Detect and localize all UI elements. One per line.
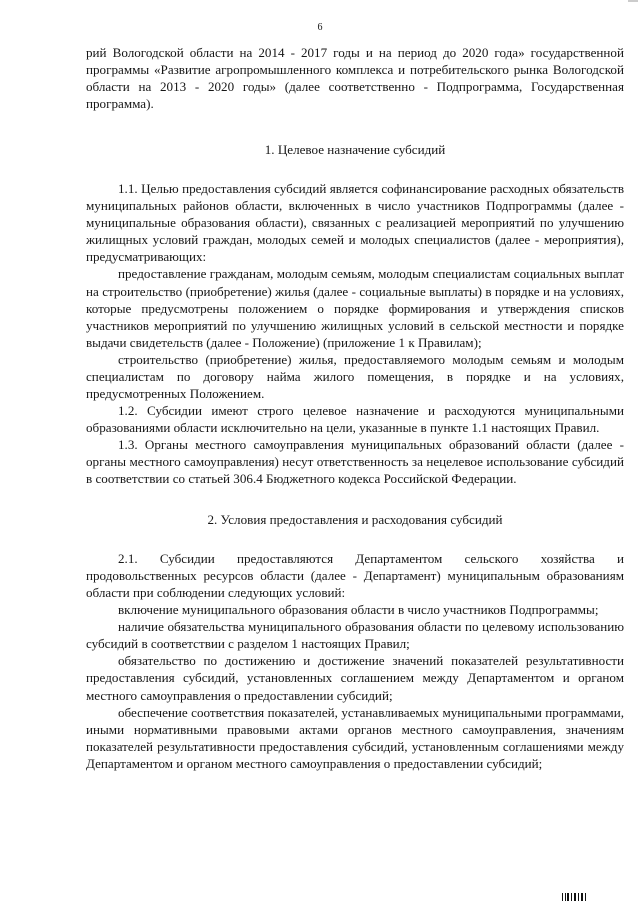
paragraph-2-1-performance: обязательство по достижению и достижение значений показателей результативности предоставления субсидий, установленных соглашением между Департаментом и органом местного самоуправления о предоставлении субсидий; — [86, 653, 624, 703]
page-number: 6 — [317, 22, 323, 33]
paragraph-1-2: 1.2. Субсидии имеют строго целевое назначение и расходуются муниципальными образованиями области исключительно на цели, указанные в пункте 1.1 настоящих Правил. — [86, 402, 624, 435]
paragraph-2-1-inclusion: включение муниципального образования области в число участников Подпрограммы; — [118, 602, 599, 618]
scan-edge-mark — [626, 0, 640, 4]
paragraph-2-1-compliance: обеспечение соответствия показателей, устанавливаемых муниципальными программами, иными нормативными правовыми актами органов местного самоуправления, значениям показателей результативности предоставления субсидий, установленным соглашениями между Департаментом и органом местного самоуправления о предоставлении субсидий; — [86, 704, 624, 771]
document-body — [86, 44, 624, 772]
paragraph-1-3: 1.3. Органы местного самоуправления муниципальных образований области (далее - органы местного самоуправления) несут ответственность за нецелевое использование субсидий в соответствии со статьей 306.4 Бюджетного кодекса Российской Федерации. — [86, 436, 624, 487]
paragraph-1-1-housing-construction: строительство (приобретение) жилья, предоставляемого молодым семьям и молодым специалистам по договору найма жилого помещения, в порядке и на условиях, предусмотренных Положением. — [86, 351, 624, 401]
paragraph-1-1-social-payments: предоставление гражданам, молодым семьям, молодым специалистам социальных выплат на строительство (приобретение) жилья (далее - социальные выплаты) в порядке и на условиях, которые предусмотрены положением о порядке формирования и утверждения списков участников мероприятий по улучшению жилищных условий в сельской местности и порядке выдачи свидетельств (далее - Положение) (приложение 1 к Правилам); — [86, 266, 624, 350]
section-1-heading: 1. Целевое назначение субсидий — [264, 142, 446, 158]
paragraph-continuation: рий Вологодской области на 2014 - 2017 годы и на период до 2020 года» государственной программы «Развитие агропромышленного комплекса и потребительского рынка Вологодской области на 2013 - 2020 годы» (далее соответственно - Подпрограмма, Государственная программа). — [86, 45, 624, 112]
paragraph-1-1: 1.1. Целью предоставления субсидий является софинансирование расходных обязательств муниципальных районов области, включенных в число участников Подпрограммы (далее - муниципальные образования области), связанных с реализацией мероприятий по улучшению жилищных условий граждан, молодых семей и молодых специалистов (далее - мероприятия), предусматривающих: — [86, 181, 624, 265]
scan-barcode-mark — [562, 893, 586, 901]
paragraph-2-1: 2.1. Субсидии предоставляются Департаментом сельского хозяйства и продовольственных ресурсов области (далее - Департамент) муниципальным образованиям области при соблюдении следующих условий: — [86, 551, 624, 601]
section-2-heading: 2. Условия предоставления и расходования субсидий — [207, 512, 503, 528]
paragraph-2-1-obligation: наличие обязательства муниципального образования области по целевому использованию субсидий в соответствии с разделом 1 настоящих Правил; — [86, 619, 624, 652]
